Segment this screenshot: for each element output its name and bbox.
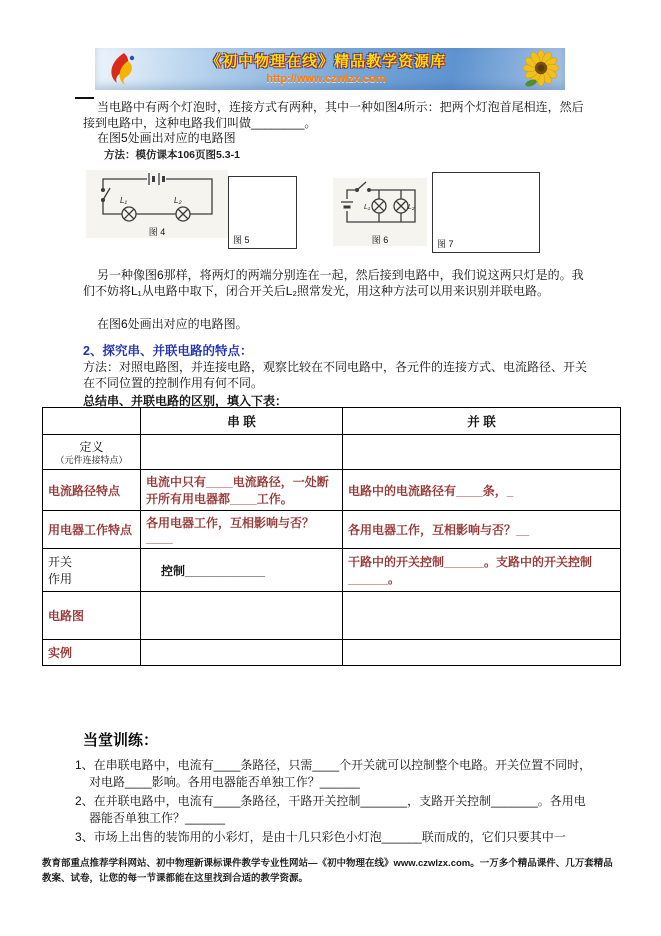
banner-text-block [135,50,517,85]
lamp2-label: L₂ [408,204,415,211]
cell-diagram-series[interactable] [141,592,343,640]
column-header-parallel: 并 联 [343,408,621,435]
row-label-circuit-diagram: 电路图 [43,592,141,640]
draw-instruction: 在图5处画出对应的电路图 [97,131,236,145]
footer-text: 教育部重点推荐学科网站、初中物理新课标课件教学专业性网站—《初中物理在线》www.czwlzx.com。一万多个精品课件、几万套精品教案、试卷，让您的每一节课都能在这里找到合适的教学资源。 [42,858,613,884]
parallel-paragraph: 另一种像图6那样，将两灯的两端分别连在一起，然后接到电路中，我们说这两只灯是的。我们不妨将L₁从电路中取下，闭合开关后L₂照常发光，用这种方法可以用来识别并联电路。 [83,268,584,298]
column-header-series: 串 联 [141,408,343,435]
lamp1-label: L₁ [120,196,127,205]
parallel-circuit-drawing [333,178,427,230]
cell-example-parallel[interactable] [343,640,621,666]
banner-url: http://www.czwlzx.com [266,73,386,85]
section2-heading: 2、探究串、并联电路的特点： [83,344,253,358]
cell-appliance-series: 各用电器工作，互相影响与否？____ [141,511,343,549]
cell-appliance-parallel: 各用电器工作，互相影响与否？__ [343,511,621,549]
intro-paragraph: 当电路中有两个灯泡时，连接方式有两种，其中一种如图4所示：把两个灯泡首尾相连，然后接到电路中，这种电路我们叫做________。 [83,100,584,130]
figure-series-circuit [86,170,228,238]
site-banner [95,48,565,90]
training-heading: 当堂训练： [83,732,159,749]
figure4-caption: 图 4 [148,227,166,237]
figure-parallel-circuit [333,178,427,246]
sunflower-icon [521,50,561,88]
section2-summary: 总结串、并联电路的区别，填入下表： [83,394,288,408]
lamp-icon [176,207,190,221]
comparison-table-wrap [42,407,620,666]
lamp-icon [394,199,408,213]
switch-icon [102,188,110,201]
cell-definition-series[interactable] [141,435,343,470]
question-1: 1、在串联电路中，电流有____条路径，只需____个开关就可以控制整个电路。开关位置不同时，对电路____影响。各用电器能否单独工作？______ [75,758,592,789]
cell-current-path-series: 电流中只有____电流路径，一处断开所有用电器都____工作。 [141,470,343,511]
cell-example-series[interactable] [141,640,343,666]
row-label-switch-role [43,549,141,592]
battery-icon [341,202,353,207]
draw-instruction-2: 在图6处画出对应的电路图。 [97,317,248,331]
figure5-caption: 图 5 [233,235,250,245]
question-2: 2、在并联电路中，电流有____条路径，干路开关控制_______，支路开关控制_______。各用电器能否单独工作？______ [75,794,586,825]
row-label-text: 定义 [79,440,104,454]
lamp-icon [372,199,386,213]
figure7-empty-box [432,172,540,253]
lamp1-label: L₁ [364,204,371,211]
cell-definition-parallel[interactable] [343,435,621,470]
series-circuit-drawing [86,170,228,222]
figure7-caption: 图 7 [437,239,454,249]
row-label-text: 开关作用 [48,555,73,586]
section2-method: 方法：对照电路图，并连接电路，观察比较在不同电路中，各元件的连接方式、电流路径、开关在不同位置的控制作用有何不同。 [83,360,588,390]
lamp2-label: L₂ [174,196,182,205]
cell-diagram-parallel[interactable] [343,592,621,640]
switch-icon [356,182,371,191]
row-sublabel-text: （元件连接特点） [55,455,128,465]
cell-switch-series: 控制____________ [141,549,343,592]
row-label-current-path: 电流路径特点 [43,470,141,511]
method-note: 方法：模仿课本106页图5.3-1 [104,149,240,161]
cell-switch-parallel: 干路中的开关控制______。支路中的开关控制______。 [343,549,621,592]
cell-current-path-parallel: 电路中的电流路径有____条，_ [343,470,621,511]
row-label-definition [43,435,141,470]
question-3: 3、市场上出售的装饰用的小彩灯，是由十几只彩色小灯泡______联而成的，它们只要其中一 [75,830,566,844]
row-label-appliance-work: 用电器工作特点 [43,511,141,549]
table-corner-cell [43,408,141,435]
comparison-table [42,407,621,666]
figure6-caption: 图 6 [371,235,389,245]
banner-title: 《初中物理在线》精品教学资源库 [205,53,446,70]
battery-icon [149,173,164,185]
training-questions [75,757,592,849]
figure5-empty-box [228,176,297,249]
row-label-example: 实例 [43,640,141,666]
lamp-icon [122,207,136,221]
margin-rule [75,97,94,99]
